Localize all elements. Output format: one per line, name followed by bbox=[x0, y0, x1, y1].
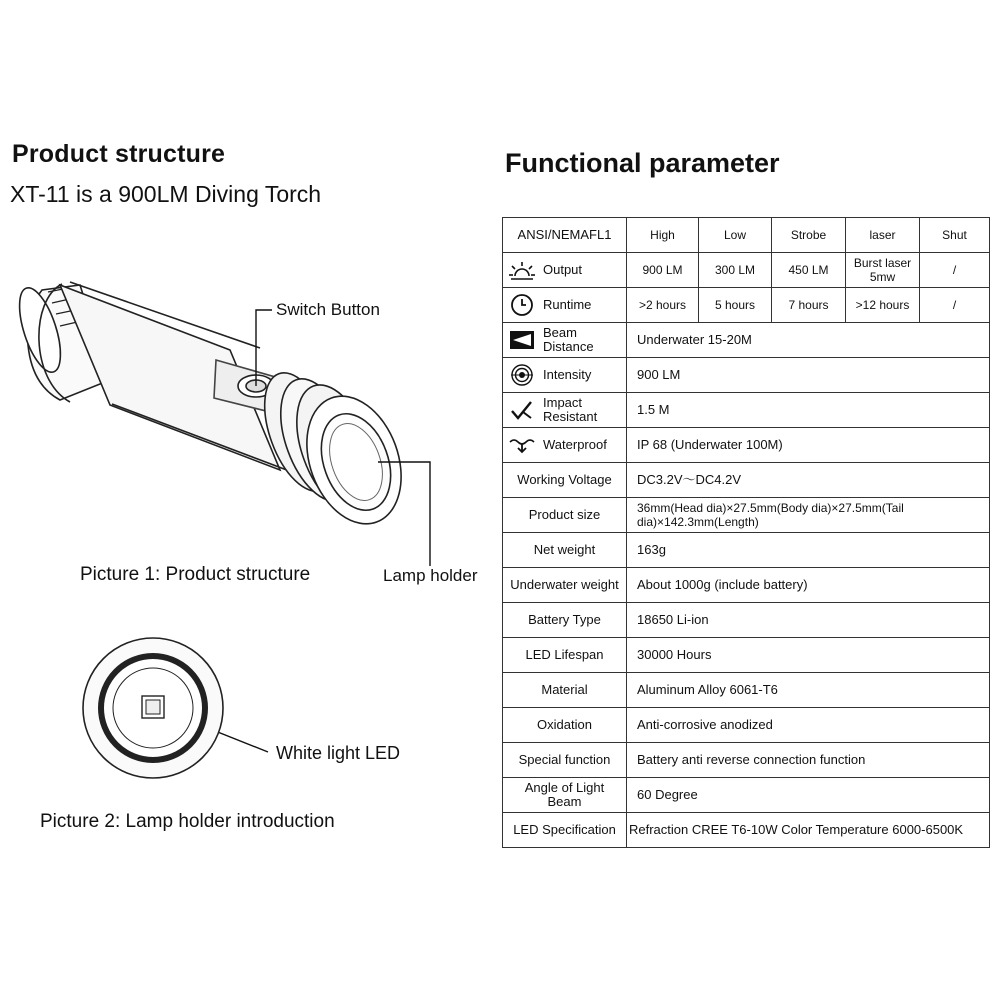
row-label: Underwater weight bbox=[503, 568, 627, 603]
picture1-caption: Picture 1: Product structure bbox=[80, 564, 311, 585]
row-label: Special function bbox=[503, 743, 627, 778]
impact-icon bbox=[507, 398, 537, 422]
runtime-laser: >12 hours bbox=[846, 288, 920, 323]
lamp-holder-front-view bbox=[83, 638, 223, 778]
impact-label-cell bbox=[503, 393, 627, 428]
output-label: Output bbox=[543, 262, 583, 277]
row-label: Material bbox=[503, 673, 627, 708]
header-shut: Shut bbox=[920, 218, 990, 253]
runtime-strobe: 7 hours bbox=[772, 288, 846, 323]
header-laser: laser bbox=[846, 218, 920, 253]
table-row bbox=[503, 638, 990, 673]
intensity-icon bbox=[507, 363, 537, 387]
header-strobe: Strobe bbox=[772, 218, 846, 253]
table-row bbox=[503, 463, 990, 498]
row-value: DC3.2V～DC4.2V bbox=[627, 463, 990, 498]
table-row-impact bbox=[503, 393, 990, 428]
header-low: Low bbox=[699, 218, 772, 253]
table-row-beam bbox=[503, 323, 990, 358]
table-row bbox=[503, 603, 990, 638]
runtime-high: >2 hours bbox=[627, 288, 699, 323]
row-value: 30000 Hours bbox=[627, 638, 990, 673]
output-strobe: 450 LM bbox=[772, 253, 846, 288]
torch-illustration bbox=[11, 282, 418, 537]
row-value: 163g bbox=[627, 533, 990, 568]
waterproof-value: IP 68 (Underwater 100M) bbox=[627, 428, 990, 463]
row-value: Aluminum Alloy 6061-T6 bbox=[627, 673, 990, 708]
runtime-label-cell bbox=[503, 288, 627, 323]
intensity-label: Intensity bbox=[543, 367, 592, 382]
runtime-shut: / bbox=[920, 288, 990, 323]
table-row-intensity bbox=[503, 358, 990, 393]
header-high: High bbox=[627, 218, 699, 253]
lamp-holder-label: Lamp holder bbox=[383, 566, 478, 585]
row-label: LED Lifespan bbox=[503, 638, 627, 673]
product-subtitle: XT-11 is a 900LM Diving Torch bbox=[10, 181, 322, 207]
table-row bbox=[503, 498, 990, 533]
row-value: Refraction CREE T6-10W Color Temperature 6000-6500K bbox=[627, 813, 990, 848]
table-row-runtime bbox=[503, 288, 990, 323]
functional-parameter-title: Functional parameter bbox=[505, 148, 780, 178]
output-laser: Burst laser 5mw bbox=[846, 253, 920, 288]
waterproof-icon bbox=[507, 433, 537, 457]
table-row bbox=[503, 533, 990, 568]
row-value: About 1000g (include battery) bbox=[627, 568, 990, 603]
sun-icon bbox=[507, 258, 537, 282]
intensity-value: 900 LM bbox=[627, 358, 990, 393]
table-row-waterproof bbox=[503, 428, 990, 463]
row-label: Working Voltage bbox=[503, 463, 627, 498]
row-label: LED Specification bbox=[503, 813, 627, 848]
row-value: Anti-corrosive anodized bbox=[627, 708, 990, 743]
impact-value: 1.5 M bbox=[627, 393, 990, 428]
table-row bbox=[503, 568, 990, 603]
row-label: Product size bbox=[503, 498, 627, 533]
parameter-table bbox=[502, 217, 990, 848]
output-low: 300 LM bbox=[699, 253, 772, 288]
beam-icon bbox=[507, 328, 537, 352]
table-row-output bbox=[503, 253, 990, 288]
row-label: Oxidation bbox=[503, 708, 627, 743]
waterproof-label-cell bbox=[503, 428, 627, 463]
row-label: Net weight bbox=[503, 533, 627, 568]
row-label: Angle of Light Beam bbox=[503, 778, 627, 813]
runtime-label: Runtime bbox=[543, 297, 592, 312]
row-value: 60 Degree bbox=[627, 778, 990, 813]
table-row bbox=[503, 743, 990, 778]
output-label-cell bbox=[503, 253, 627, 288]
beam-label-cell bbox=[503, 323, 627, 358]
intensity-label-cell bbox=[503, 358, 627, 393]
white-led-label: White light LED bbox=[276, 743, 401, 763]
header-ansi: ANSI/NEMAFL1 bbox=[503, 218, 627, 253]
table-row bbox=[503, 708, 990, 743]
output-high: 900 LM bbox=[627, 253, 699, 288]
table-header-row bbox=[503, 218, 990, 253]
table-row bbox=[503, 673, 990, 708]
row-value: 18650 Li-ion bbox=[627, 603, 990, 638]
table-row bbox=[503, 813, 990, 848]
table-row bbox=[503, 778, 990, 813]
clock-icon bbox=[507, 293, 537, 317]
beam-value: Underwater 15-20M bbox=[627, 323, 990, 358]
waterproof-label: Waterproof bbox=[543, 437, 607, 452]
row-value: Battery anti reverse connection function bbox=[627, 743, 990, 778]
row-label: Battery Type bbox=[503, 603, 627, 638]
row-value: 36mm(Head dia)×27.5mm(Body dia)×27.5mm(Tail dia)×142.3mm(Length) bbox=[627, 498, 990, 533]
output-shut: / bbox=[920, 253, 990, 288]
impact-label: Impact Resistant bbox=[543, 395, 598, 424]
runtime-low: 5 hours bbox=[699, 288, 772, 323]
product-structure-title: Product structure bbox=[12, 140, 226, 168]
beam-label: Beam Distance bbox=[543, 325, 594, 354]
switch-button-label: Switch Button bbox=[276, 300, 380, 319]
picture2-caption: Picture 2: Lamp holder introduction bbox=[40, 811, 335, 832]
